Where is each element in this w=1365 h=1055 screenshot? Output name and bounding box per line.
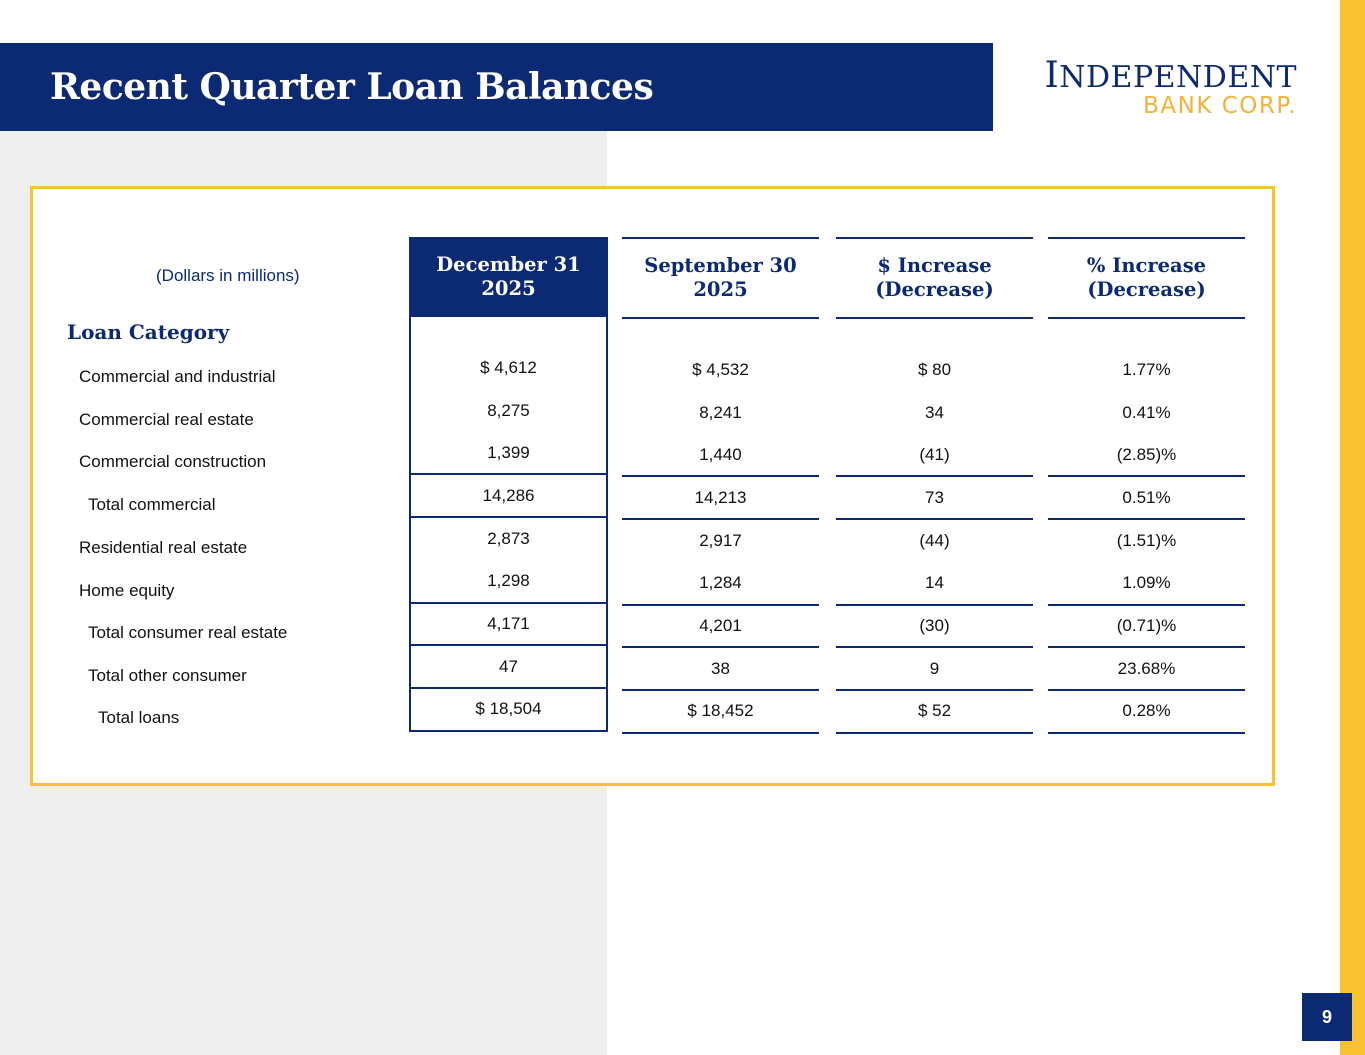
table-cell: 1,399 <box>411 433 606 476</box>
column-header <box>1048 237 1245 319</box>
table-cell: 4,171 <box>411 604 606 647</box>
column-header-line-2: 2025 <box>481 277 536 300</box>
column-header <box>836 237 1033 319</box>
column-header-line-1: $ Increase <box>877 254 992 277</box>
page-number: 9 <box>1302 993 1352 1041</box>
row-label: Total loans <box>98 708 180 727</box>
table-cell: (1.51)% <box>1116 531 1177 551</box>
table-cell: $ 4,532 <box>692 360 749 380</box>
column-dec-31 <box>409 237 608 732</box>
column-header-line-2: (Decrease) <box>875 278 994 301</box>
table-cell: (41) <box>836 435 1033 478</box>
right-gold-bar <box>1340 0 1365 1055</box>
company-logo <box>1020 55 1300 125</box>
logo-initial: I <box>1044 55 1060 96</box>
table-cell: 14 <box>836 563 1033 606</box>
table-cell: 14,286 <box>411 475 606 518</box>
table-cell: $ 52 <box>836 691 1033 734</box>
page-title: Recent Quarter Loan Balances <box>50 66 654 108</box>
units-note: (Dollars in millions) <box>156 266 300 285</box>
row-label: Total other consumer <box>88 666 247 685</box>
table-cell: 73 <box>836 477 1033 520</box>
column-header-line-2: 2025 <box>693 278 748 301</box>
table-cell: (0.71)% <box>1048 606 1245 649</box>
column-header-line-1: % Increase <box>1086 254 1207 277</box>
row-label: Total consumer real estate <box>88 623 288 642</box>
table-cell: $ 4,612 <box>480 358 537 378</box>
column-percent-change <box>1048 237 1245 734</box>
table-cell: $ 80 <box>917 360 952 380</box>
column-header-line-2: (Decrease) <box>1087 278 1206 301</box>
table-cell: $ 18,452 <box>622 691 819 734</box>
column-dollar-change <box>836 237 1033 734</box>
table-cell: 1.77% <box>1122 360 1171 380</box>
logo-word: NDEPENDENT <box>1059 60 1297 95</box>
table-cell: 23.68% <box>1048 648 1245 691</box>
table-cell: 8,241 <box>699 403 742 423</box>
column-header <box>411 237 606 317</box>
table-cell: (2.85)% <box>1048 435 1245 478</box>
table-cell: 2,873 <box>487 529 530 549</box>
table-cell: 2,917 <box>699 531 742 551</box>
table-cell: 1,298 <box>411 561 606 604</box>
table-cell: 47 <box>411 646 606 689</box>
row-label: Home equity <box>79 581 175 600</box>
row-label: Commercial real estate <box>79 410 254 429</box>
table-cell: 34 <box>925 403 944 423</box>
column-header <box>622 237 819 319</box>
row-label: Commercial and industrial <box>79 367 276 386</box>
table-cell: (30) <box>836 606 1033 649</box>
table-cell: 9 <box>836 648 1033 691</box>
row-label: Commercial construction <box>79 452 267 471</box>
table-cell: 14,213 <box>622 477 819 520</box>
table-cell: 1.09% <box>1048 563 1245 606</box>
table-cell: 1,284 <box>622 563 819 606</box>
column-header-line-1: September 30 <box>644 254 797 277</box>
table-cell: 0.51% <box>1048 477 1245 520</box>
logo-line-2: BANK CORP. <box>1143 93 1297 119</box>
title-band <box>0 43 993 131</box>
column-sep-30 <box>622 237 819 734</box>
loan-category-header: Loan Category <box>67 320 230 344</box>
row-label: Residential real estate <box>79 538 248 557</box>
table-cell: 38 <box>622 648 819 691</box>
table-cell: 1,440 <box>622 435 819 478</box>
table-cell: 4,201 <box>622 606 819 649</box>
table-cell: 0.28% <box>1048 691 1245 734</box>
table-cell: (44) <box>919 531 950 551</box>
column-header-line-1: December 31 <box>436 253 581 276</box>
table-cell: $ 18,504 <box>411 689 606 732</box>
table-cell: 8,275 <box>487 401 530 421</box>
row-label: Total commercial <box>88 495 216 514</box>
logo-line-1 <box>1045 55 1297 96</box>
table-cell: 0.41% <box>1122 403 1171 423</box>
